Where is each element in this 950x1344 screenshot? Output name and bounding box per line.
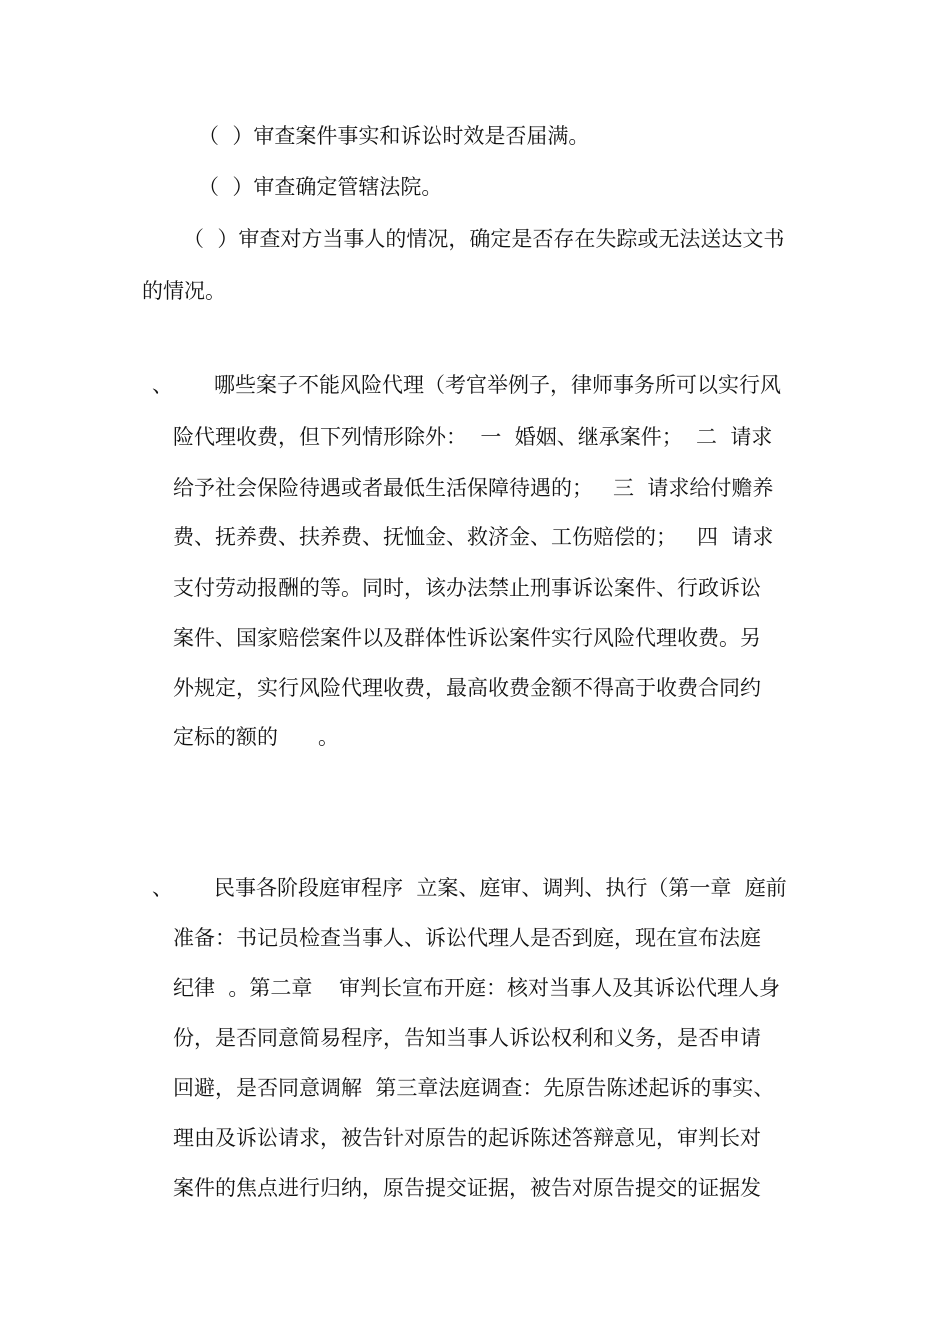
section-2-line-1: 哪些案子不能风险代理（考官举例子，律师事务所可以实行风 [214, 373, 781, 397]
section-1-line-4: 的情况。 [142, 279, 226, 303]
section-2-line-6: 案件、国家赔偿案件以及群体性诉讼案件实行风险代理收费。另 [173, 626, 761, 650]
section-2-line-7: 外规定，实行风险代理收费，最高收费金额不得高于收费合同约 [173, 676, 761, 700]
section-3-marker: 、 [152, 876, 173, 900]
section-2-line-3: 给予社会保险待遇或者最低生活保障待遇的； 三 请求给付赡养 [173, 476, 774, 500]
section-1-line-1: （ ）审查案件事实和诉讼时效是否届满。 [198, 124, 590, 148]
section-3-line-3: 纪律 。第二章 审判长宣布开庭：核对当事人及其诉讼代理人身 [173, 976, 781, 1000]
section-3-line-2: 准备：书记员检查当事人、诉讼代理人是否到庭，现在宣布法庭 [173, 926, 761, 950]
section-1-line-2: （ ）审查确定管辖法院。 [198, 175, 443, 199]
section-1-line-3: （ ）审查对方当事人的情况，确定是否存在失踪或无法送达文书 [183, 227, 785, 251]
section-3-line-7: 案件的焦点进行归纳，原告提交证据，被告对原告提交的证据发 [173, 1176, 761, 1200]
section-2-line-4: 费、抚养费、扶养费、抚恤金、救济金、工伤赔偿的； 四 请求 [173, 525, 774, 549]
section-2-line-2: 险代理收费，但下列情形除外： 一 婚姻、继承案件； 二 请求 [173, 425, 773, 449]
section-3-line-4: 份，是否同意简易程序，告知当事人诉讼权利和义务，是否申请 [173, 1026, 761, 1050]
section-2-marker: 、 [152, 373, 173, 397]
section-3-line-5: 回避，是否同意调解 第三章法庭调查：先原告陈述起诉的事实、 [173, 1076, 775, 1100]
section-2-line-5: 支付劳动报酬的等。同时，该办法禁止刑事诉讼案件、行政诉讼 [173, 576, 761, 600]
section-2-line-8: 定标的额的 。 [173, 725, 340, 749]
section-3-line-6: 理由及诉讼请求，被告针对原告的起诉陈述答辩意见，审判长对 [173, 1126, 761, 1150]
section-3-line-1: 民事各阶段庭审程序 立案、庭审、调判、执行（第一章 庭前 [214, 876, 787, 900]
